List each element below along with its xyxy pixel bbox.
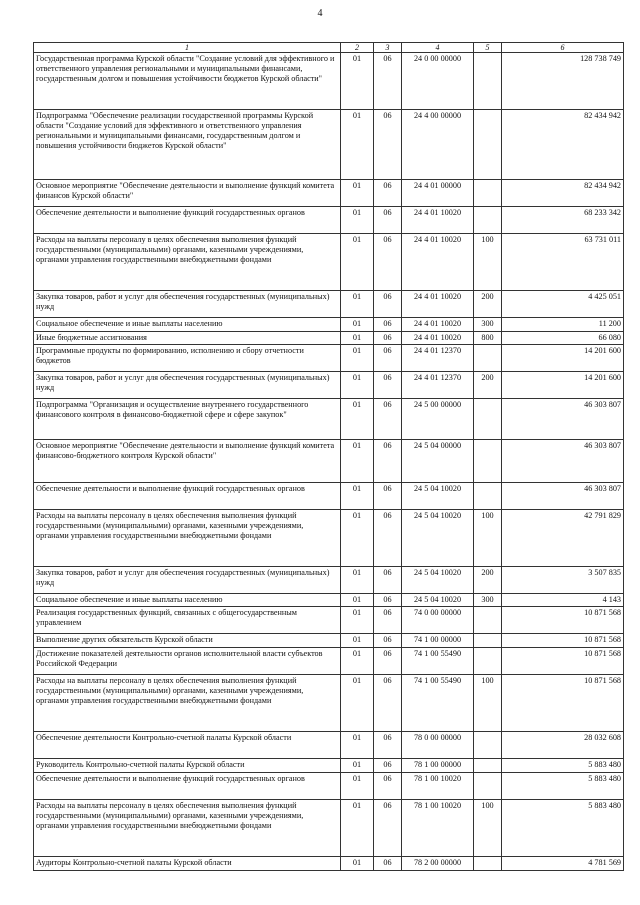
row-expense-type — [474, 180, 502, 207]
row-target-code: 24 5 00 00000 — [402, 399, 474, 440]
row-amount: 5 883 480 — [502, 759, 624, 773]
row-expense-type — [474, 773, 502, 800]
row-section: 01 — [341, 567, 374, 594]
table-row — [34, 759, 624, 773]
row-name: Иные бюджетные ассигнования — [34, 332, 341, 345]
row-subsection: 06 — [374, 291, 402, 318]
row-section: 01 — [341, 53, 374, 110]
row-amount: 10 871 568 — [502, 675, 624, 732]
row-section: 01 — [341, 773, 374, 800]
row-subsection: 06 — [374, 857, 402, 871]
row-section: 01 — [341, 180, 374, 207]
row-expense-type — [474, 607, 502, 634]
row-expense-type — [474, 345, 502, 372]
row-subsection: 06 — [374, 234, 402, 291]
row-name: Программные продукты по формированию, исполнению и сбору отчетности бюджетов — [34, 345, 341, 372]
row-target-code: 24 4 01 10020 — [402, 234, 474, 291]
row-amount: 46 303 807 — [502, 399, 624, 440]
row-section: 01 — [341, 510, 374, 567]
table-row — [34, 567, 624, 594]
row-section: 01 — [341, 234, 374, 291]
table-row — [34, 607, 624, 634]
row-name: Реализация государственных функций, связанных с общегосударственным управлением — [34, 607, 341, 634]
table-row — [34, 207, 624, 234]
row-name: Достижение показателей деятельности органов исполнительной власти субъектов Российской Федерации — [34, 648, 341, 675]
column-header: 6 — [502, 43, 624, 53]
row-name: Основное мероприятие "Обеспечение деятельности и выполнение функций комитета финансово-бюджетного контроля Курской области" — [34, 440, 341, 483]
page-number: 4 — [317, 8, 323, 19]
row-name: Подпрограмма "Обеспечение реализации государственной программы Курской области "Создание условий для эффективного и ответственного управления региональными и муниципальными финансами, государственным долгом и повышения устойчивости бюджетов Курской области" — [34, 110, 341, 180]
row-expense-type — [474, 110, 502, 180]
row-target-code: 24 4 01 12370 — [402, 345, 474, 372]
row-amount: 5 883 480 — [502, 800, 624, 857]
row-expense-type: 200 — [474, 372, 502, 399]
row-name: Обеспечение деятельности Контрольно-счетной палаты Курской области — [34, 732, 341, 759]
row-expense-type: 200 — [474, 291, 502, 318]
row-name: Закупка товаров, работ и услуг для обеспечения государственных (муниципальных) нужд — [34, 567, 341, 594]
table-row — [34, 332, 624, 345]
row-section: 01 — [341, 594, 374, 607]
table-row — [34, 800, 624, 857]
table-row — [34, 510, 624, 567]
table-row — [34, 372, 624, 399]
row-name: Обеспечение деятельности и выполнение функций государственных органов — [34, 483, 341, 510]
row-expense-type: 100 — [474, 675, 502, 732]
row-expense-type — [474, 634, 502, 648]
row-target-code: 24 4 00 00000 — [402, 110, 474, 180]
row-section: 01 — [341, 399, 374, 440]
row-expense-type — [474, 483, 502, 510]
row-amount: 5 883 480 — [502, 773, 624, 800]
row-subsection: 06 — [374, 440, 402, 483]
row-amount: 46 303 807 — [502, 440, 624, 483]
row-name: Основное мероприятие "Обеспечение деятельности и выполнение функций комитета финансов Курской области" — [34, 180, 341, 207]
row-amount: 10 871 568 — [502, 607, 624, 634]
row-section: 01 — [341, 332, 374, 345]
column-header: 2 — [341, 43, 374, 53]
row-amount: 10 871 568 — [502, 648, 624, 675]
row-section: 01 — [341, 318, 374, 332]
row-expense-type: 800 — [474, 332, 502, 345]
row-section: 01 — [341, 372, 374, 399]
row-amount: 63 731 011 — [502, 234, 624, 291]
row-subsection: 06 — [374, 318, 402, 332]
row-amount: 28 032 608 — [502, 732, 624, 759]
row-expense-type — [474, 53, 502, 110]
row-amount: 3 507 835 — [502, 567, 624, 594]
row-amount: 14 201 600 — [502, 345, 624, 372]
row-section: 01 — [341, 634, 374, 648]
row-name: Расходы на выплаты персоналу в целях обеспечения выполнения функций государственными (муниципальными) органами, казенными учреждениями, органами управления государственными внебюджетными фондами — [34, 234, 341, 291]
row-target-code: 24 5 04 10020 — [402, 567, 474, 594]
table-row — [34, 594, 624, 607]
row-subsection: 06 — [374, 180, 402, 207]
row-name: Расходы на выплаты персоналу в целях обеспечения выполнения функций государственными (муниципальными) органами, казенными учреждениями, органами управления государственными внебюджетными фондами — [34, 510, 341, 567]
table-row — [34, 399, 624, 440]
table-row — [34, 110, 624, 180]
table-row — [34, 345, 624, 372]
row-name: Выполнение других обязательств Курской области — [34, 634, 341, 648]
row-name: Социальное обеспечение и иные выплаты населению — [34, 594, 341, 607]
row-amount: 42 791 829 — [502, 510, 624, 567]
row-expense-type — [474, 399, 502, 440]
table-row — [34, 648, 624, 675]
row-target-code: 74 1 00 55490 — [402, 648, 474, 675]
row-amount: 4 143 — [502, 594, 624, 607]
row-subsection: 06 — [374, 648, 402, 675]
row-subsection: 06 — [374, 483, 402, 510]
row-target-code: 78 0 00 00000 — [402, 732, 474, 759]
row-target-code: 24 0 00 00000 — [402, 53, 474, 110]
row-expense-type — [474, 759, 502, 773]
row-expense-type — [474, 440, 502, 483]
row-subsection: 06 — [374, 759, 402, 773]
row-name: Расходы на выплаты персоналу в целях обеспечения выполнения функций государственными (муниципальными) органами, казенными учреждениями, органами управления государственными внебюджетными фондами — [34, 675, 341, 732]
table-row — [34, 318, 624, 332]
row-name: Социальное обеспечение и иные выплаты населению — [34, 318, 341, 332]
table-row — [34, 675, 624, 732]
row-amount: 11 200 — [502, 318, 624, 332]
row-name: Обеспечение деятельности и выполнение функций государственных органов — [34, 773, 341, 800]
table-row — [34, 634, 624, 648]
row-target-code: 24 5 04 10020 — [402, 594, 474, 607]
row-amount: 4 781 569 — [502, 857, 624, 871]
row-subsection: 06 — [374, 732, 402, 759]
row-target-code: 24 4 01 10020 — [402, 207, 474, 234]
row-amount: 82 434 942 — [502, 180, 624, 207]
row-subsection: 06 — [374, 372, 402, 399]
row-subsection: 06 — [374, 510, 402, 567]
row-amount: 128 738 749 — [502, 53, 624, 110]
row-section: 01 — [341, 345, 374, 372]
row-name: Аудиторы Контрольно-счетной палаты Курской области — [34, 857, 341, 871]
row-section: 01 — [341, 291, 374, 318]
table-row — [34, 180, 624, 207]
column-header: 5 — [474, 43, 502, 53]
row-section: 01 — [341, 648, 374, 675]
row-target-code: 24 4 01 10020 — [402, 318, 474, 332]
table-row — [34, 732, 624, 759]
row-subsection: 06 — [374, 345, 402, 372]
row-subsection: 06 — [374, 773, 402, 800]
table-row — [34, 234, 624, 291]
row-target-code: 78 1 00 10020 — [402, 800, 474, 857]
row-target-code: 78 2 00 00000 — [402, 857, 474, 871]
row-section: 01 — [341, 800, 374, 857]
table-row — [34, 857, 624, 871]
row-expense-type: 200 — [474, 567, 502, 594]
row-target-code: 24 4 01 10020 — [402, 332, 474, 345]
row-expense-type — [474, 648, 502, 675]
column-header: 3 — [374, 43, 402, 53]
row-section: 01 — [341, 110, 374, 180]
row-subsection: 06 — [374, 399, 402, 440]
row-amount: 14 201 600 — [502, 372, 624, 399]
table-row — [34, 440, 624, 483]
table-row — [34, 773, 624, 800]
table-row — [34, 483, 624, 510]
row-target-code: 78 1 00 10020 — [402, 773, 474, 800]
row-expense-type: 100 — [474, 234, 502, 291]
row-target-code: 24 4 01 12370 — [402, 372, 474, 399]
row-amount: 10 871 568 — [502, 634, 624, 648]
row-section: 01 — [341, 483, 374, 510]
row-section: 01 — [341, 607, 374, 634]
row-expense-type: 100 — [474, 800, 502, 857]
row-amount: 66 080 — [502, 332, 624, 345]
row-subsection: 06 — [374, 207, 402, 234]
row-amount: 46 303 807 — [502, 483, 624, 510]
row-name: Государственная программа Курской области "Создание условий для эффективного и ответственного управления региональными и муниципальными финансами, государственным долгом и повышения устойчивости бюджетов Курской области" — [34, 53, 341, 110]
row-subsection: 06 — [374, 800, 402, 857]
row-amount: 4 425 051 — [502, 291, 624, 318]
row-section: 01 — [341, 675, 374, 732]
row-name: Подпрограмма "Организация и осуществление внутреннего государственного финансового контроля в финансово-бюджетной сфере и сфере закупок" — [34, 399, 341, 440]
row-subsection: 06 — [374, 332, 402, 345]
row-name: Закупка товаров, работ и услуг для обеспечения государственных (муниципальных) нужд — [34, 372, 341, 399]
row-subsection: 06 — [374, 53, 402, 110]
table-row — [34, 291, 624, 318]
row-section: 01 — [341, 440, 374, 483]
row-expense-type: 300 — [474, 594, 502, 607]
row-target-code: 24 5 04 10020 — [402, 483, 474, 510]
column-header: 4 — [402, 43, 474, 53]
row-name: Закупка товаров, работ и услуг для обеспечения государственных (муниципальных) нужд — [34, 291, 341, 318]
row-target-code: 78 1 00 00000 — [402, 759, 474, 773]
row-expense-type — [474, 207, 502, 234]
row-expense-type: 300 — [474, 318, 502, 332]
row-target-code: 24 4 01 00000 — [402, 180, 474, 207]
row-target-code: 74 1 00 55490 — [402, 675, 474, 732]
row-section: 01 — [341, 857, 374, 871]
row-target-code: 24 5 04 00000 — [402, 440, 474, 483]
row-subsection: 06 — [374, 634, 402, 648]
column-header: 1 — [34, 43, 341, 53]
row-name: Руководитель Контрольно-счетной палаты Курской области — [34, 759, 341, 773]
table-row — [34, 53, 624, 110]
row-section: 01 — [341, 207, 374, 234]
row-amount: 82 434 942 — [502, 110, 624, 180]
row-amount: 68 233 342 — [502, 207, 624, 234]
row-subsection: 06 — [374, 607, 402, 634]
row-expense-type — [474, 857, 502, 871]
row-name: Расходы на выплаты персоналу в целях обеспечения выполнения функций государственными (муниципальными) органами, казенными учреждениями, органами управления государственными внебюджетными фондами — [34, 800, 341, 857]
row-target-code: 74 0 00 00000 — [402, 607, 474, 634]
row-target-code: 24 4 01 10020 — [402, 291, 474, 318]
row-expense-type — [474, 732, 502, 759]
row-subsection: 06 — [374, 567, 402, 594]
row-section: 01 — [341, 732, 374, 759]
header-row — [34, 43, 624, 53]
row-expense-type: 100 — [474, 510, 502, 567]
row-name: Обеспечение деятельности и выполнение функций государственных органов — [34, 207, 341, 234]
budget-table — [33, 42, 624, 871]
row-subsection: 06 — [374, 675, 402, 732]
row-subsection: 06 — [374, 594, 402, 607]
row-subsection: 06 — [374, 110, 402, 180]
row-section: 01 — [341, 759, 374, 773]
row-target-code: 74 1 00 00000 — [402, 634, 474, 648]
row-target-code: 24 5 04 10020 — [402, 510, 474, 567]
